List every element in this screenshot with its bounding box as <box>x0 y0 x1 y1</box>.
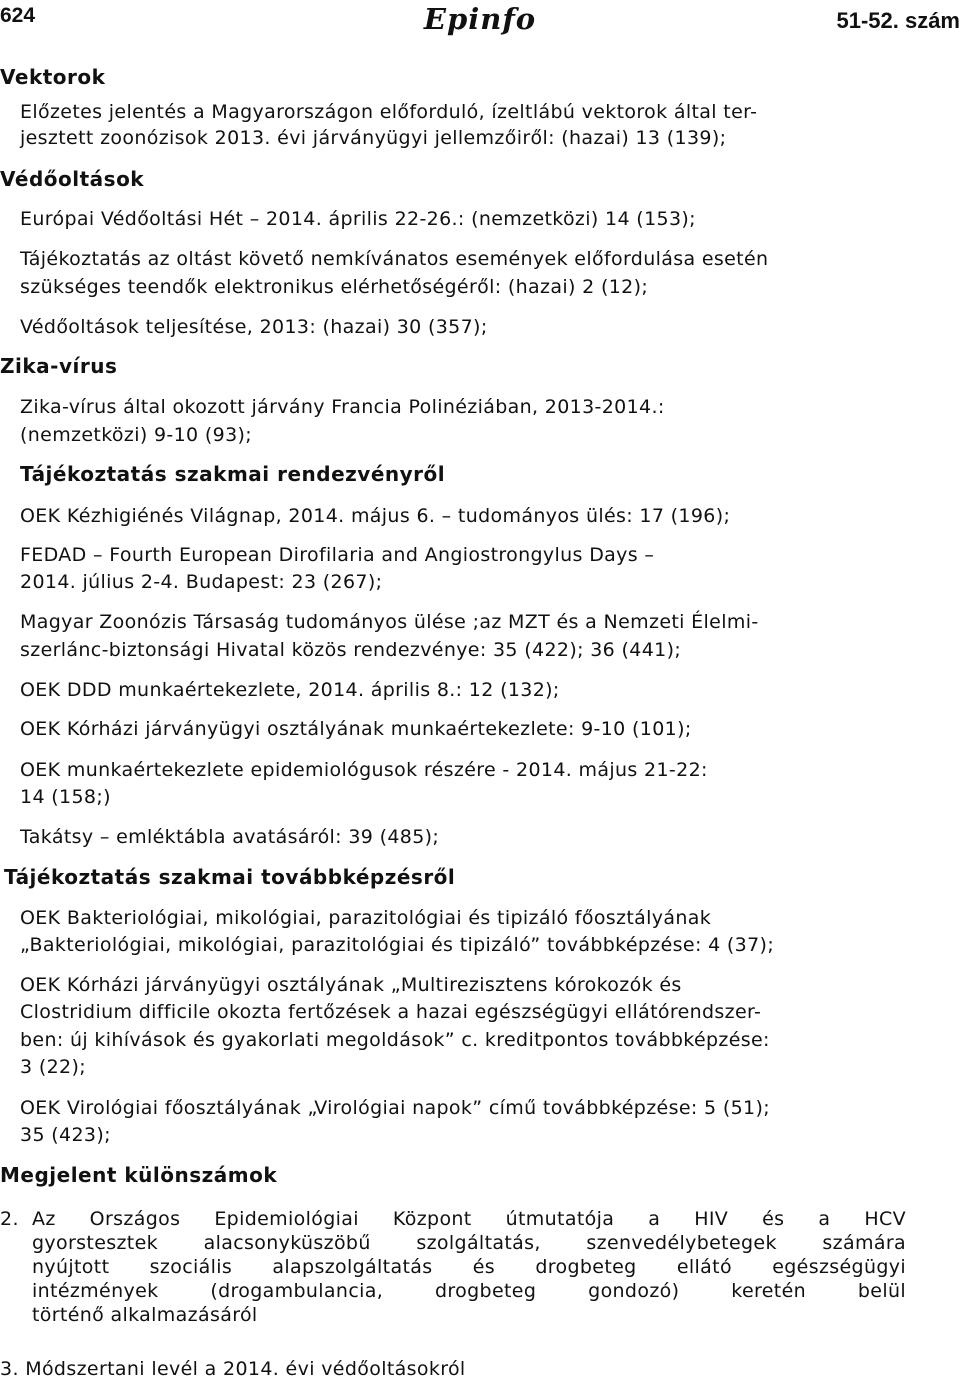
index-entry-line: OEK Kórházi járványügyi osztályának „Multirezisztens kórokozók és <box>20 974 682 996</box>
index-entry-line: OEK Kórházi járványügyi osztályának munkaértekezlete: 9-10 (101); <box>20 718 692 740</box>
index-entry-line: szerlánc-biztonsági Hivatal közös rendezvénye: 35 (422); 36 (441); <box>20 639 682 661</box>
page-number: 624 <box>0 4 36 27</box>
list-item-line: intézmények (drogambulancia, drogbeteg gondozó) keretén belül <box>32 1280 906 1302</box>
index-entry-line: „Bakteriológiai, mikológiai, parazitológiai és tipizáló” továbbképzése: 4 (37); <box>20 934 775 956</box>
index-entry-line: FEDAD – Fourth European Dirofilaria and Angiostrongylus Days – <box>20 544 655 566</box>
list-item-line: Az Országos Epidemiológiai Központ útmutatója a HIV és a HCV <box>32 1208 906 1230</box>
issue-number: 51-52. szám <box>836 8 960 33</box>
index-entry-line: 35 (423); <box>20 1124 111 1146</box>
section-heading-tovabbkepzes: Tájékoztatás szakmai továbbképzésről <box>4 865 456 889</box>
journal-logo: Epinfo <box>423 2 537 36</box>
index-entry-line: Védőoltások teljesítése, 2013: (hazai) 30 (357); <box>20 316 488 338</box>
index-entry-line: ben: új kihívások és gyakorlati megoldások” c. kreditpontos továbbképzése: <box>20 1029 770 1051</box>
list-number: 2. <box>0 1208 19 1230</box>
index-entry-line: OEK DDD munkaértekezlete, 2014. április 8.: 12 (132); <box>20 679 560 701</box>
section-heading-vektorok: Vektorok <box>0 65 106 89</box>
index-entry-line: OEK Bakteriológiai, mikológiai, parazitológiai és tipizáló főosztályának <box>20 907 712 929</box>
list-item-line: gyorstesztek alacsonyküszöbű szolgáltatás, szenvedélybetegek számára <box>32 1232 906 1254</box>
section-heading-zika: Zika-vírus <box>0 354 118 378</box>
section-heading-kulonszamok: Megjelent különszámok <box>0 1163 278 1187</box>
index-entry-line: Clostridium difficile okozta fertőzések a hazai egészségügyi ellátórendszer- <box>20 1001 762 1023</box>
index-entry-line: Európai Védőoltási Hét – 2014. április 22-26.: (nemzetközi) 14 (153); <box>20 208 696 230</box>
index-entry-line: 3 (22); <box>20 1056 86 1078</box>
section-heading-rendezveny: Tájékoztatás szakmai rendezvényről <box>20 462 446 486</box>
index-entry-line: OEK Kézhigiénés Világnap, 2014. május 6. – tudományos ülés: 17 (196); <box>20 505 731 527</box>
index-entry-line: 2014. július 2-4. Budapest: 23 (267); <box>20 571 383 593</box>
index-entry-line: Tájékoztatás az oltást követő nemkívánatos események előfordulása esetén <box>20 248 769 270</box>
list-item: 3. Módszertani levél a 2014. évi védőoltásokról <box>0 1358 466 1380</box>
list-item-line: történő alkalmazásáról <box>32 1304 258 1326</box>
page-header <box>0 0 960 44</box>
index-entry-line: (nemzetközi) 9-10 (93); <box>20 424 253 446</box>
index-entry-line: 14 (158;) <box>20 786 111 808</box>
index-entry-line: Magyar Zoonózis Társaság tudományos ülése ;az MZT és a Nemzeti Élelmi- <box>20 611 759 633</box>
index-entry-line: OEK Virológiai főosztályának „Virológiai napok” című továbbképzése: 5 (51); <box>20 1097 770 1119</box>
index-entry-line: Előzetes jelentés a Magyarországon előforduló, ízeltlábú vektorok által ter- <box>20 101 758 123</box>
index-entry-line: OEK munkaértekezlete epidemiológusok részére - 2014. május 21-22: <box>20 759 708 781</box>
list-item-line: nyújtott szociális alapszolgáltatás és drogbeteg ellátó egészségügyi <box>32 1256 906 1278</box>
section-heading-vedooltasok: Védőoltások <box>0 167 145 191</box>
index-entry-line: szükséges teendők elektronikus elérhetőségéről: (hazai) 2 (12); <box>20 276 649 298</box>
index-entry-line: Takátsy – emléktábla avatásáról: 39 (485); <box>20 826 440 848</box>
index-entry-line: Zika-vírus által okozott járvány Francia Polinéziában, 2013-2014.: <box>20 396 665 418</box>
index-entry-line: jesztett zoonózisok 2013. évi járványügyi jellemzőiről: (hazai) 13 (139); <box>20 127 727 149</box>
